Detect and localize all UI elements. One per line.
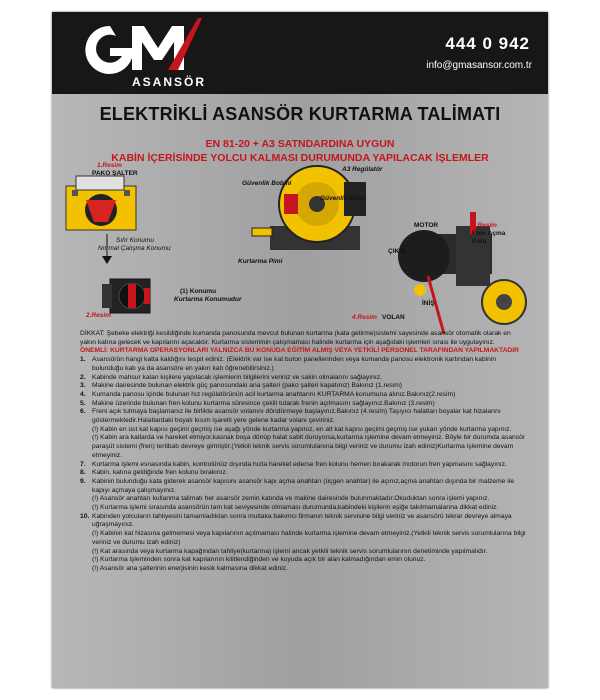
instruction-number: 8. — [80, 469, 86, 477]
rescue-selector-icon — [102, 279, 150, 313]
position1-label: (1) Konumu — [180, 288, 217, 295]
instruction-item — [80, 391, 528, 400]
page-title: ELEKTRİKLİ ASANSÖR KURTARMA TALİMATI — [99, 104, 501, 124]
phone-number: 444 0 942 — [445, 34, 530, 53]
instruction-item — [80, 469, 528, 478]
instruction-item — [80, 356, 528, 373]
instruction-text: Asansörün hangi katta kaldığını tespit ediniz. (Elektrik var ise kat buton panellerinden veya kumanda panosu elektronik kartından kabinin bulunduğu katı ya da asansöre en yakın katı öğrenebilirsiniz.) — [92, 356, 497, 372]
rescue-pin-label: Kurtarma Pimi — [238, 258, 283, 265]
instruction-item — [80, 434, 528, 460]
instruction-number — [80, 565, 92, 574]
brake-lever-label: Fren Açma Kolu — [472, 230, 506, 245]
safety-switch-label: Güvenlik Sivici — [320, 195, 367, 202]
instruction-text: Makine dairesinde bulunan elektrik güç panosundaki ana şalteri (pako şalteri kapatınız) Bakınız (1.resim) — [92, 382, 403, 390]
instructions-body — [80, 330, 528, 574]
fig3-label: 3.Resim — [472, 222, 497, 229]
instruction-item — [80, 461, 528, 470]
instruction-text: (!) Kat arasında veya kurtarma kapağından tahliye(kurtarma) işlemi ancak yetkili teknik servis sorumlularının denetiminde yapılmalıdır. — [92, 547, 488, 555]
instruction-item — [80, 504, 528, 513]
instruction-text: (!) Kabinin kat hizasına gelmemesi veya kapılarının açılmaması halinde kurtarma işlemine devam etmeyiniz.(Yetkili teknik servis sorumlularına bilgi veriniz ve durumu izah ediniz) — [92, 530, 526, 546]
instruction-item — [80, 374, 528, 383]
instruction-number: 1. — [80, 356, 86, 364]
a3-regulator-icon — [252, 166, 366, 250]
normal-position-label: Normal Çalışma Konumu — [98, 245, 171, 252]
instruction-text: Kabinin bulunduğu kata giderek asansör kapısını asansör kapı açma anahtarı (üçgen anahtar) ile açınız,açma anahtarı dışında bir malzeme ile kapıyı açmaya çalışmayınız. — [92, 477, 514, 494]
instruction-plate — [52, 12, 548, 688]
instruction-item — [80, 382, 528, 391]
instruction-text: Kurtarma işlemi esnasında kabin, kontrolünüz dışında hızla hareket ederse fren kolunu hemen bırakarak motorun fren yapmasını sağlayınız. — [92, 460, 507, 468]
zero-position-label: Sıfır Konumu — [116, 237, 154, 244]
instruction-item — [80, 478, 528, 495]
situation-subtitle: KABİN İÇERİSİNDE YOLCU KALMASI DURUMUNDA YAPILACAK İŞLEMLER — [111, 152, 489, 164]
exit-label: ÇIKIŞ — [388, 248, 406, 255]
header-bar — [52, 12, 548, 94]
instruction-text: (!) Kabin en üst kat kapısı geçimi geçmiş ise aşağı yönde kurtarma yapınız, en alt kat kapısı geçimi geçmiş ise yukarı yönde kurtarma yapınız. — [92, 425, 512, 433]
instruction-number: 3. — [80, 382, 86, 390]
standard-subtitle: EN 81-20 + A3 SATNDARDINA UYGUN — [205, 138, 395, 150]
instruction-item — [80, 495, 528, 504]
gm-logo — [70, 18, 270, 90]
logo-subtitle: ASANSÖR — [132, 75, 207, 89]
instruction-text: Makine üzerinde bulunan fren kolunu kurtarma süresince çekili tutarak frenin açılmasını sağlayınız.Bakınız (3.resim) — [92, 399, 435, 407]
a3-regulator-label: A3 Regülatör — [342, 166, 383, 173]
instruction-number — [80, 504, 92, 513]
email-address[interactable]: info@gmasansor.com.tr — [426, 60, 532, 71]
instruction-item — [80, 513, 528, 530]
instruction-number: 9. — [80, 477, 86, 485]
instruction-text: Kabinden yolcuların tahliyesini tamamladıktan sonra mutlaka bakımcı firmanın teknik servisine bilgi veriniz ve asansörü tekrar devreye almaya uğraşmayınız. — [92, 512, 512, 529]
fig1-label: 1.Resim — [97, 162, 122, 169]
instruction-text: (!) Kurtarma işleminden sonra kat kapılarının kilitlendiğinden ve kuyuda açık bir alan kalmadığından emin olunuz. — [92, 556, 426, 564]
instruction-text: (!) Kurtarma işlemi sırasında asansörün tam kat seviyesinde olmaması durumunda,kabindeki kişilerin eşiğe takılmamalarına dikkat ediniz. — [92, 504, 499, 512]
instruction-number: 7. — [80, 460, 86, 468]
instruction-item — [80, 400, 528, 409]
safety-coil-label: Güvenlik Bobini — [242, 180, 292, 187]
instruction-number: 4. — [80, 390, 86, 398]
fig2-label: 2.Resim — [86, 312, 111, 319]
flywheel-label: VOLAN — [382, 314, 405, 321]
instruction-number: 5. — [80, 399, 86, 407]
instruction-item — [80, 556, 528, 565]
logo-mark-icon — [70, 18, 210, 78]
instruction-text: (!) Asansör anahtarı kullanma talimatı her asansör zemin katında ve makine dairesinde bulunmaktadır.Okuduktan sonra işlemi yapınız. — [92, 495, 490, 503]
instruction-number — [80, 434, 92, 460]
motor-label: MOTOR — [414, 222, 439, 229]
instruction-number — [80, 556, 92, 565]
descent-label: İNİŞ — [422, 300, 435, 307]
instruction-item — [80, 426, 528, 435]
instruction-item — [80, 408, 528, 425]
instruction-item — [80, 548, 528, 557]
pako-label: PAKO ŞALTER — [92, 170, 138, 177]
instruction-text: Kabinde mahsur kalan kişilere yapılacak işlemlerin bilgilerini veriniz ve sakin olmalarını sağlayınız. — [92, 373, 382, 381]
important-notice: ÖNEMLİ: KURTARMA OPERASYONLARI YALNIZCA BU KONUDA EĞİTİM ALMIŞ VEYA YETKİLİ PERSONEL TARAFINDAN YAPILMAKTADIR — [80, 347, 519, 355]
instruction-number — [80, 548, 92, 557]
instruction-item — [80, 530, 528, 547]
instruction-number: 10. — [80, 512, 90, 520]
instruction-text: Freni açık tutmaya başlamanız ile birlikte asansör volanını döndürmeye başlayınız.Bakınız (4.resim) Taşıyıcı halatları boyalar kat hizalarını göstermektedir.Halatlardaki boyalı kısım işaretli yere gelene kadar volanı çeviriniz. — [92, 408, 501, 425]
rescue-position-label: Kurtarma Konumudur — [174, 296, 242, 303]
instruction-number: 6. — [80, 408, 86, 416]
instruction-text: (!) Asansör ana şalterinin enerjisinin kesik kalmasına dikkat ediniz. — [92, 564, 288, 572]
fig4-label: 4.Resim — [352, 314, 377, 321]
instruction-number — [80, 530, 92, 547]
instruction-number: 2. — [80, 373, 86, 381]
instruction-item — [80, 565, 528, 574]
instruction-number — [80, 495, 92, 504]
pako-switch-icon — [66, 176, 136, 230]
instruction-number — [80, 426, 92, 435]
instruction-text: Kabin, katına geldiğinde fren kolunu bırakınız. — [92, 469, 228, 477]
instruction-text: (!) Kabin ara katlarda ve hareket etmiyor,kasnak boşa dönüp halat sabit duruyorsa,kurtarma işlemine devam etmeyiniz. Böyle bir durumda asansör paraşüt sistemi (fren) tertibatı devreye girmiştir.(Yetkili teknik servis sorumlulanına bilgi veriniz ve durumu izah ediniz)Kurtarma işlemine devam etmeyiniz. — [92, 434, 526, 459]
instruction-list — [80, 356, 528, 574]
warning-paragraph: DİKKAT: Şebeke elektriği kesildiğinde kumanda panosunda mevcut bulunan kurtarma (kata getirme)sistemi sayesinde asansör otomatik olarak en yakın katına gelecek ve kapılarını açacaktır. Kurtarma sisteminin çalışmaması halinde kurtarma için aşağıdaki işlemleri sırası ile uygulayınız. — [80, 330, 511, 346]
instruction-text: Kumanda panosu içinde bulunan hız regülatörünün acil kurtarma anahtarını KURTARMA konumuna alınız.Bakınız(2.resim) — [92, 390, 456, 398]
